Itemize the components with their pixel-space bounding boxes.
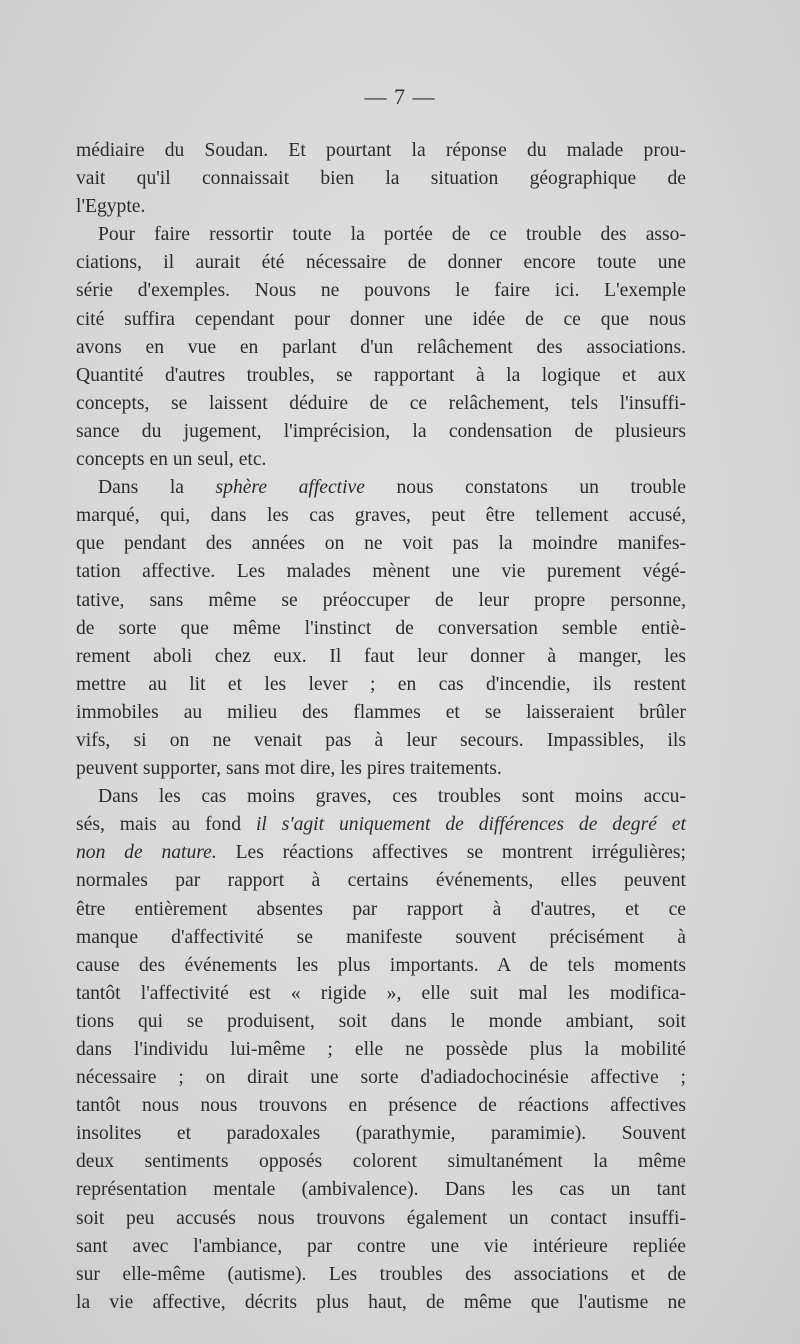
body-text — [76, 137, 686, 1317]
text-segment: concepts, se laissent déduire de ce relâchement, tels l'insuffi- — [76, 392, 686, 414]
text-segment: marqué, qui, dans les cas graves, peut être tellement accusé, — [76, 505, 686, 527]
text-segment: représentation mentale (ambivalence). Dans les cas un tant — [76, 1179, 686, 1201]
text-segment: l'Egypte. — [76, 196, 146, 218]
text-segment: tantôt nous nous trouvons en présence de réactions affectives — [76, 1095, 686, 1117]
text-line — [76, 165, 686, 193]
text-line — [76, 839, 686, 867]
text-line — [76, 1064, 686, 1092]
text-line — [76, 727, 686, 755]
text-line — [76, 334, 686, 362]
text-line — [76, 615, 686, 643]
text-line — [76, 867, 686, 895]
text-line — [76, 418, 686, 446]
text-segment: tation affective. Les malades mènent une vie purement végé- — [76, 561, 686, 583]
text-segment: série d'exemples. Nous ne pouvons le faire ici. L'exemple — [76, 280, 686, 302]
text-segment: la vie affective, décrits plus haut, de même que l'autisme ne — [76, 1291, 686, 1313]
italic-text-segment: non de nature. — [76, 842, 217, 864]
text-line — [76, 896, 686, 924]
text-segment: sés, mais au fond — [76, 814, 256, 836]
text-line — [76, 1261, 686, 1289]
text-segment: tative, sans même se préoccuper de leur propre personne, — [76, 589, 686, 611]
text-line — [76, 446, 686, 474]
text-segment: tions qui se produisent, soit dans le monde ambiant, soit — [76, 1010, 686, 1032]
text-segment: Les réactions affectives se montrent irrégulières; — [216, 842, 686, 864]
text-segment: Quantité d'autres troubles, se rapportant à la logique et aux — [76, 364, 686, 386]
text-segment: que pendant des années on ne voit pas la moindre manifes- — [76, 533, 686, 555]
text-line — [76, 249, 686, 277]
text-line — [76, 474, 686, 502]
text-segment: mettre au lit et les lever ; en cas d'incendie, ils restent — [76, 673, 686, 695]
text-segment: rement aboli chez eux. Il faut leur donner à manger, les — [76, 645, 686, 667]
text-segment: tantôt l'affectivité est « rigide », elle suit mal les modifica- — [76, 982, 686, 1004]
text-line — [76, 699, 686, 727]
text-line — [76, 980, 686, 1008]
text-segment: sur elle-même (autisme). Les troubles des associations et de — [76, 1263, 686, 1285]
text-segment: sant avec l'ambiance, par contre une vie intérieure repliée — [76, 1235, 686, 1257]
text-segment: de sorte que même l'instinct de conversation semble entiè- — [76, 617, 686, 639]
text-line — [76, 755, 686, 783]
text-line — [76, 924, 686, 952]
text-line — [76, 1036, 686, 1064]
text-segment: vifs, si on ne venait pas à leur secours. Impassibles, ils — [76, 729, 686, 751]
text-segment: normales par rapport à certains événements, elles peuvent — [76, 870, 686, 892]
text-line — [76, 671, 686, 699]
text-line — [76, 221, 686, 249]
text-segment: Pour faire ressortir toute la portée de ce trouble des asso- — [98, 224, 686, 246]
text-line — [76, 277, 686, 305]
text-line — [76, 390, 686, 418]
text-line — [76, 952, 686, 980]
italic-text-segment: sphère affective — [215, 477, 365, 499]
text-segment: médiaire du Soudan. Et pourtant la réponse du malade prou- — [76, 140, 686, 161]
text-segment: soit peu accusés nous trouvons également un contact insuffi- — [76, 1207, 686, 1229]
text-segment: manque d'affectivité se manifeste souvent précisément à — [76, 926, 686, 948]
text-segment: deux sentiments opposés colorent simultanément la même — [76, 1151, 686, 1173]
text-segment: nécessaire ; on dirait une sorte d'adiadochocinésie affective ; — [76, 1067, 686, 1089]
text-segment: insolites et paradoxales (parathymie, paramimie). Souvent — [76, 1123, 686, 1145]
text-line — [76, 1233, 686, 1261]
text-line — [76, 1008, 686, 1036]
text-line — [76, 1120, 686, 1148]
text-segment: cité suffira cependant pour donner une idée de ce que nous — [76, 308, 686, 330]
text-segment: sance du jugement, l'imprécision, la condensation de plusieurs — [76, 420, 686, 442]
text-line — [76, 137, 686, 165]
text-segment: peuvent supporter, sans mot dire, les pires traitements. — [76, 758, 502, 780]
text-line — [76, 530, 686, 558]
text-line — [76, 783, 686, 811]
text-segment: ciations, il aurait été nécessaire de donner encore toute une — [76, 252, 686, 274]
text-line — [76, 193, 686, 221]
text-line — [76, 1092, 686, 1120]
text-segment: immobiles au milieu des flammes et se laisseraient brûler — [76, 701, 686, 723]
text-segment: avons en vue en parlant d'un relâchement des associations. — [76, 336, 686, 358]
text-segment: nous constatons un trouble — [364, 477, 686, 499]
text-line — [76, 502, 686, 530]
text-segment: cause des événements les plus importants. A de tels moments — [76, 954, 686, 976]
text-segment: Dans la — [98, 477, 216, 499]
page-number: — 7 — — [364, 84, 436, 109]
text-line — [76, 1148, 686, 1176]
text-line — [76, 306, 686, 334]
text-segment: concepts en un seul, etc. — [76, 449, 267, 471]
text-segment: vait qu'il connaissait bien la situation géographique de — [76, 168, 686, 190]
italic-text-segment: il s'agit uniquement de différences de degré et — [255, 814, 686, 836]
text-line — [76, 362, 686, 390]
text-segment: Dans les cas moins graves, ces troubles sont moins accu- — [98, 786, 686, 808]
text-segment: dans l'individu lui-même ; elle ne possède plus la mobilité — [76, 1039, 686, 1060]
text-line — [76, 643, 686, 671]
text-line — [76, 811, 686, 839]
text-line — [76, 1205, 686, 1233]
text-segment: être entièrement absentes par rapport à d'autres, et ce — [76, 898, 686, 920]
text-line — [76, 1289, 686, 1317]
text-line — [76, 558, 686, 586]
text-line — [76, 1176, 686, 1204]
text-line — [76, 587, 686, 615]
